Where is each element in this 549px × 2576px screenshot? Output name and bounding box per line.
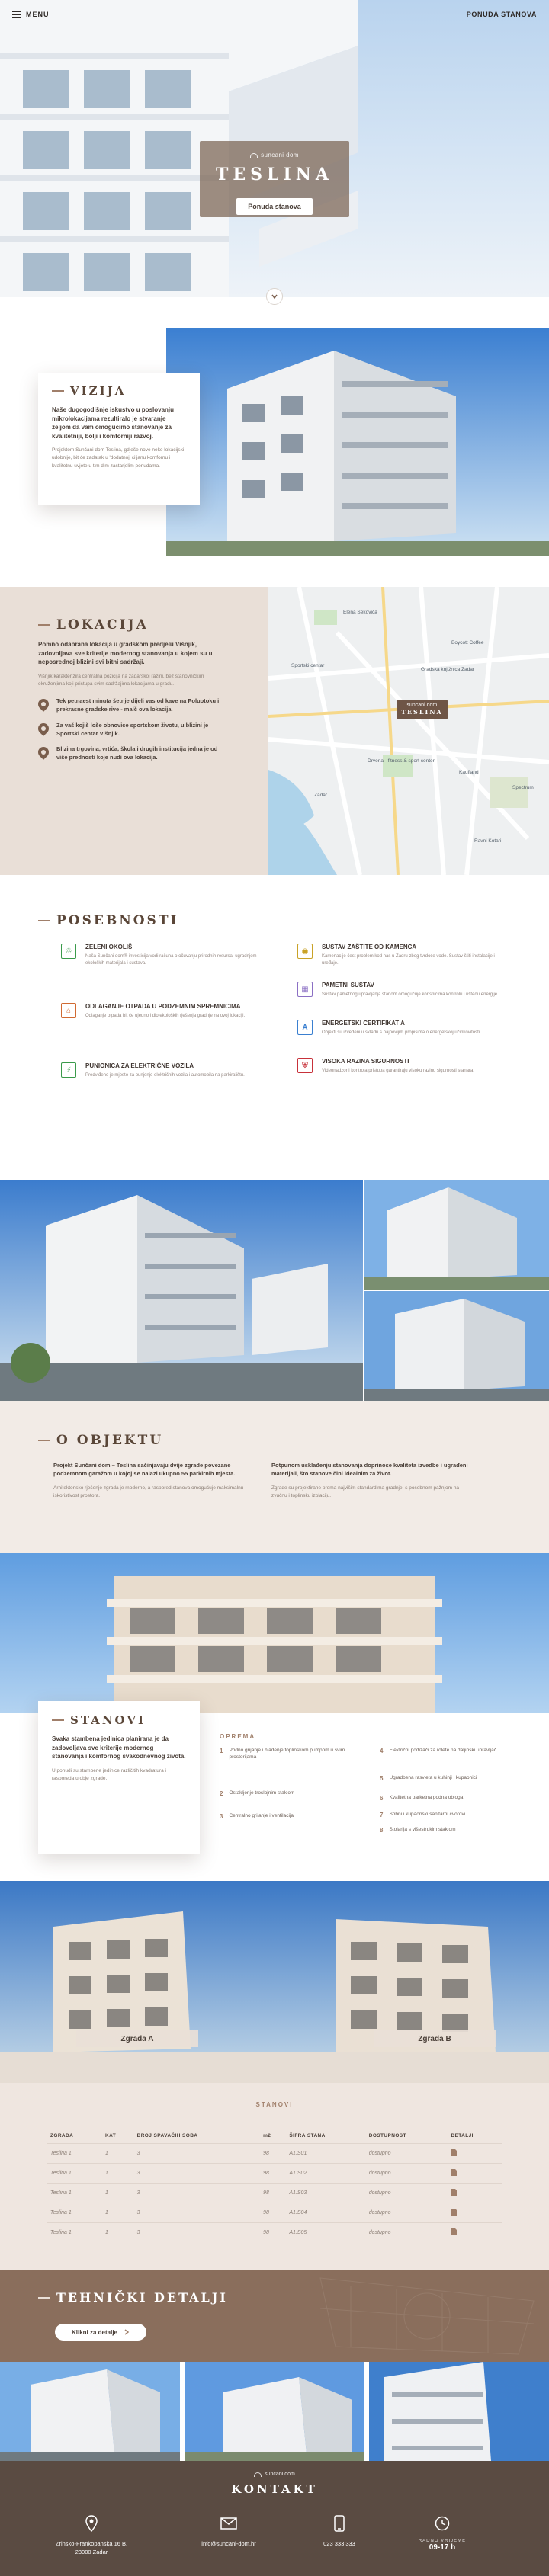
gallery-strip-image-3[interactable] — [369, 2362, 549, 2461]
title-dash — [52, 1719, 64, 1721]
oprema-text: Podno grijanje i hlađenje toplinskom pumpom u svim prostorijama — [229, 1748, 345, 1761]
posebnost-text — [85, 944, 267, 967]
lokacija-title — [38, 617, 221, 633]
arrow-right-icon — [124, 2329, 130, 2335]
oprema-item — [220, 1812, 357, 1821]
table-cell: 98 — [260, 2223, 286, 2243]
table-cell: Teslina 1 — [47, 2184, 102, 2203]
vizija-title-text: VIZIJA — [70, 384, 127, 398]
oprema-text: Stolarija s višestrukim staklom — [389, 1827, 456, 1832]
posebnost-title: PAMETNI SUSTAV — [322, 982, 374, 988]
oprema-title: OPREMA — [220, 1733, 256, 1740]
location-map[interactable] — [268, 587, 549, 875]
top-bar — [0, 8, 549, 26]
lokacija-title-text: LOKACIJA — [56, 617, 149, 633]
posebnost-desc: Predviđeno je mjesto za punjenje električnih vozila i automobila na parkiralištu. — [85, 1073, 245, 1078]
posebnosti-title — [38, 913, 178, 928]
table-cell: 3 — [134, 2203, 260, 2223]
map-label: Sportski centar — [291, 663, 325, 668]
title-dash — [38, 2297, 50, 2299]
lokacija-text — [38, 617, 221, 762]
posebnost-desc: Naša Sunčani dom® investicija vodi računa o očuvanju prirodnih resursa, ugradnjom ekoloških materijala i sustava. — [85, 954, 257, 966]
gallery-side-image-2[interactable] — [364, 1291, 549, 1401]
vizija-body: Projektom Sunčani dom Teslina, gdješe nove neke lokacijski udobnije, bit će zadatak u 'dodatnoj' ciljanu komfornu i kvalitetnu uvjete u tim dim zastarjelim ponudama. — [52, 447, 185, 469]
feature-icon: A — [297, 1020, 313, 1035]
vizija-lead: Naše dugogodišnje iskustvo u poslovanju mikrolokacijama rezultiralo je stvaranje željom da vam omogućimo stanovanje za kvalitetniji, bolji i komforniji razvoj. — [52, 406, 175, 440]
lokacija-feature-list — [38, 697, 221, 762]
oprema-item — [380, 1774, 517, 1783]
oprema-text: Centralno grijanje i ventilacija — [229, 1813, 294, 1818]
posebnost-text — [322, 1020, 481, 1036]
tehnicki-details-label: Klikni za detalje — [71, 2328, 118, 2336]
gallery-strip-image-1[interactable] — [0, 2362, 180, 2461]
table-row — [47, 2184, 502, 2203]
kontakt-hours-label: RADNO VRIJEME — [418, 2539, 467, 2543]
posebnost-desc: Objekti su izvedeni u skladu s najnovijim propisima o energetskoj učinkovitosti. — [322, 1030, 481, 1036]
table-cell: A1.S04 — [286, 2203, 365, 2223]
gallery-strip-image-2[interactable] — [185, 2362, 364, 2461]
oprema-text: Električni podizači za rolete na daljinski upravljač — [389, 1748, 496, 1753]
posebnost-item — [297, 1058, 503, 1075]
table-cell: dostupno — [366, 2203, 448, 2223]
lokacija-section — [0, 587, 549, 875]
posebnost-item — [297, 982, 503, 998]
feature-icon: ⚡ — [61, 1062, 76, 1078]
title-dash — [38, 624, 50, 626]
posebnost-text — [322, 982, 499, 998]
vizija-title — [52, 384, 186, 398]
kontakt-address-text: Zrinsko-Frankopanska 16 B, 23000 Zadar — [55, 2540, 128, 2555]
posebnost-title: ENERGETSKI CERTIFIKAT A — [322, 1020, 405, 1027]
menu-button[interactable] — [12, 11, 50, 18]
map-label: Boycott Coffee — [451, 640, 484, 646]
table-cell: A1.S03 — [286, 2184, 365, 2203]
oprema-item — [380, 1826, 517, 1835]
table-header-cell: ZGRADA — [50, 2133, 74, 2139]
table-row — [47, 2164, 502, 2184]
posebnost-item — [297, 1020, 503, 1036]
table-header-cell: KAT — [105, 2133, 117, 2139]
pdf-download-icon[interactable] — [448, 2144, 502, 2164]
table-header-cell: DOSTUPNOST — [368, 2133, 406, 2139]
oprema-text: Kvalitetna parketna podna obloga — [389, 1795, 464, 1800]
balcony-image-band — [0, 1553, 549, 1713]
posebnost-title: PUNIONICA ZA ELEKTRIČNE VOZILA — [85, 1062, 194, 1069]
pdf-download-icon[interactable] — [448, 2184, 502, 2203]
table-cell: 1 — [102, 2164, 134, 2184]
phone-icon — [330, 2514, 348, 2533]
pdf-download-icon[interactable] — [448, 2164, 502, 2184]
oprema-item — [220, 1747, 357, 1761]
map-label: Spectrum — [512, 785, 534, 790]
hero-brand-text: suncani dom — [261, 152, 299, 159]
lokacija-feature — [38, 722, 221, 739]
objekt-column-2 — [271, 1462, 471, 1500]
vizija-section — [0, 297, 549, 587]
objekt-col2-lead: Potpunom usklađenju stanovanja doprinose kvaliteta izvedbe i ugrađeni materijali, što stanove čini idealnim za život. — [271, 1462, 468, 1477]
table-header-cell: ŠIFRA STANA — [289, 2133, 326, 2139]
oprema-item — [220, 1789, 357, 1799]
posebnosti-title-text: POSEBNOSTI — [56, 913, 179, 928]
clock-icon — [433, 2514, 451, 2533]
lokacija-lead: Pomno odabrana lokacija u gradskom predjelu Višnjik, zadovoljava sve kriterije modernog stanovanja u kojem su u neposrednoj blizini svi bitni sadržaji. — [38, 641, 213, 666]
kontakt-email-text[interactable]: info@suncani-dom.hr — [201, 2540, 256, 2547]
stanovi-section — [0, 1713, 549, 1881]
zgrade-section — [0, 1881, 549, 2083]
posebnost-title: ODLAGANJE OTPADA U PODZEMNIM SPREMNICIMA — [85, 1003, 241, 1010]
oprema-item — [380, 1811, 517, 1820]
stanovi-lead: Svaka stambena jedinica planirana je da zadovoljava sve kriterije modernog stanovanja i komfornog svakodnevnog života. — [52, 1735, 186, 1761]
posebnosti-section — [0, 875, 549, 1180]
posebnost-text — [322, 944, 503, 967]
table-header-row — [47, 2129, 502, 2144]
table-cell: dostupno — [366, 2184, 448, 2203]
posebnost-text — [322, 1058, 474, 1075]
title-dash — [52, 390, 64, 392]
map-label: Elena Sekovića — [343, 610, 377, 615]
oprema-item — [380, 1794, 517, 1803]
objekt-title — [38, 1433, 163, 1448]
sun-logo-icon — [254, 2472, 262, 2477]
lokacija-feature — [38, 697, 221, 714]
posebnost-item — [61, 1003, 267, 1020]
posebnost-title: ZELENI OKOLIŠ — [85, 944, 133, 950]
location-pin-icon — [36, 697, 51, 712]
posebnost-title: SUSTAV ZAŠTITE OD KAMENCA — [322, 944, 417, 950]
table-cell: dostupno — [366, 2144, 448, 2164]
kontakt-address — [23, 2514, 160, 2557]
vizija-building-image — [166, 328, 549, 556]
feature-icon: ▦ — [297, 982, 313, 997]
kontakt-hours — [374, 2514, 511, 2552]
table-cell: Teslina 1 — [47, 2144, 102, 2164]
pdf-download-icon[interactable] — [448, 2203, 502, 2223]
hero-brand-logo — [200, 152, 349, 159]
hero-cta-button[interactable]: Ponuda stanova — [236, 198, 313, 215]
objekt-col2-body: Zgrade su projektirane prema najvišim standardima gradnje, s posebnom pažnjom na zvučnu i toplinsku izolaciju. — [271, 1485, 460, 1498]
objekt-col1-lead: Projekt Sunčani dom – Teslina sačinjavaju dvije zgrade povezane podzemnom garažom u kojoj se nalazi ukupno 55 parkirnih mjesta. — [53, 1462, 236, 1477]
oprema-number: 7 — [380, 1812, 384, 1818]
stanovi-title-text: STANOVI — [70, 1713, 146, 1727]
oprema-number: 3 — [220, 1813, 223, 1820]
map-label: Ravni Kotari — [474, 838, 502, 844]
table-header-cell: DETALJI — [451, 2133, 474, 2139]
location-pin-icon — [36, 745, 51, 761]
table-cell: 98 — [260, 2203, 286, 2223]
gallery-main-image[interactable] — [0, 1180, 363, 1401]
menu-label: MENU — [26, 11, 50, 18]
map-label: Drvena - fitness & sport center — [368, 758, 435, 764]
oprema-number: 8 — [380, 1827, 384, 1834]
posebnost-title: VISOKA RAZINA SIGURNOSTI — [322, 1058, 409, 1065]
table-cell: 3 — [134, 2223, 260, 2243]
table-cell: 1 — [102, 2184, 134, 2203]
tehnicki-title — [38, 2290, 228, 2305]
scroll-down-button[interactable] — [266, 288, 283, 305]
apartments-table — [47, 2129, 502, 2242]
lokacija-feature — [38, 745, 221, 762]
feature-icon: ⛨ — [297, 1058, 313, 1073]
table-cell: 1 — [102, 2144, 134, 2164]
table-cell: 98 — [260, 2164, 286, 2184]
posebnost-item — [61, 1062, 267, 1079]
oprema-number: 1 — [220, 1748, 223, 1754]
table-cell: 3 — [134, 2144, 260, 2164]
map-streets — [268, 587, 549, 875]
objekt-column-1 — [53, 1462, 253, 1500]
oprema-item — [380, 1747, 517, 1756]
pdf-download-icon[interactable] — [448, 2223, 502, 2243]
kontakt-title: KONTAKT — [231, 2482, 318, 2496]
table-header-cell: BROJ SPAVAĆIH SOBA — [136, 2133, 198, 2139]
gallery-section — [0, 1180, 549, 1401]
oprema-number: 2 — [220, 1790, 223, 1797]
hero-title: TESLINA — [216, 165, 333, 184]
location-pin-icon — [36, 721, 51, 736]
table-cell: 98 — [260, 2144, 286, 2164]
hero-card — [200, 141, 349, 217]
oprema-number: 4 — [380, 1748, 384, 1754]
table-cell: 1 — [102, 2223, 134, 2243]
apartments-table-section — [0, 2083, 549, 2270]
table-cell: A1.S02 — [286, 2164, 365, 2184]
balcony-facade-image — [0, 1553, 549, 1713]
oprema-text: Ostakljenje troslojnim staklom — [229, 1790, 295, 1796]
map-label: Zadar — [314, 793, 327, 798]
apartments-table-title: STANOVI — [255, 2101, 294, 2108]
posebnost-desc: Kamenac je čest problem kod nas u Zadru zbog tvrdoće vode. Sustav štiti instalacije i uređaje. — [322, 954, 495, 966]
gallery-side-image-1[interactable] — [364, 1180, 549, 1290]
map-label: Kaufland — [459, 770, 479, 775]
feature-icon: ♲ — [61, 944, 76, 959]
feature-icon: ◉ — [297, 944, 313, 959]
objekt-section — [0, 1401, 549, 1553]
posebnost-desc: Odlaganje otpada bit će ujedno i dio ekoloških rješenja gradnje na ovoj lokaciji. — [85, 1014, 246, 1019]
kontakt-hours-value: 09-17 h — [429, 2543, 456, 2552]
table-cell: 1 — [102, 2203, 134, 2223]
table-body — [47, 2144, 502, 2243]
lokacija-feature-text: Blizina trgovina, vrtića, škola i drugih institucija jedna je od više prednosti koje nudi ova lokacija. — [56, 745, 218, 761]
vizija-card — [38, 373, 200, 505]
table-header-cell: m2 — [263, 2133, 271, 2139]
hero-section — [0, 0, 549, 297]
table-cell: Teslina 1 — [47, 2203, 102, 2223]
table-row — [47, 2144, 502, 2164]
title-dash — [38, 1440, 50, 1441]
hamburger-icon — [12, 11, 21, 18]
oprema-number: 6 — [380, 1795, 384, 1802]
kontakt-section — [0, 2461, 549, 2576]
table-cell: Teslina 1 — [47, 2223, 102, 2243]
objekt-col1-body: Arhitektonsko rješenje zgrada je moderno, a raspored stanova omogućuje maksimalnu iskoristivost prostora. — [53, 1485, 244, 1498]
table-cell: dostupno — [366, 2223, 448, 2243]
table-row — [47, 2223, 502, 2243]
tehnicki-blueprint-pattern — [0, 2270, 549, 2362]
oprema-number: 5 — [380, 1775, 384, 1782]
posebnost-desc: Sustav pametnog upravljanja stanom omogućuje korisnicima kontrolu i uštedu energije. — [322, 992, 499, 998]
offer-link[interactable]: PONUDA STANOVA — [466, 11, 537, 18]
tehnicki-title-text: TEHNIČKI DETALJI — [56, 2290, 228, 2305]
table-cell: 3 — [134, 2184, 260, 2203]
map-label: Gradska knjižnica Zadar — [421, 667, 475, 672]
building-b-label[interactable]: Zgrada B — [374, 2030, 496, 2047]
oprema-text: Sobni i kupaonski sanitarni čvorovi — [389, 1812, 466, 1817]
location-pin-icon — [82, 2514, 101, 2533]
posebnost-desc: Videonadzor i kontrola pristupa garantiraju visoku razinu sigurnosti stanara. — [322, 1069, 475, 1074]
table-cell: A1.S01 — [286, 2144, 365, 2164]
buildings-image — [0, 1881, 549, 2083]
map-marker-brand: suncani dom — [406, 703, 438, 708]
kontakt-phone-text[interactable]: 023 333 333 — [323, 2540, 355, 2547]
tehnicki-section — [0, 2270, 549, 2362]
posebnost-text — [85, 1003, 245, 1020]
posebnost-text — [85, 1062, 245, 1079]
kontakt-brand-text: suncani dom — [265, 2472, 295, 2477]
stanovi-body: U ponudi su stambene jedinice različitih kvadratura i rasporeda u obje zgrade. — [52, 1767, 166, 1781]
gallery-strip — [0, 2362, 549, 2461]
table-cell: A1.S05 — [286, 2223, 365, 2243]
stanovi-card — [38, 1701, 200, 1854]
lokacija-feature-text: Tek petnaest minuta šetnje dijeli vas od kave na Poluotoku i prekrasne gradske rive - malč ova lokacija. — [56, 697, 220, 713]
title-dash — [38, 920, 50, 921]
map-marker-title: TESLINA — [401, 708, 443, 716]
lokacija-body: Višnjik karakterizira centralna pozicija na zadarskoj razini, bez stanovničkim okruženjima koji pristupa svim sadržajima lokacijama u gradu. — [38, 673, 204, 687]
table-row — [47, 2203, 502, 2223]
table-cell: Teslina 1 — [47, 2164, 102, 2184]
feature-icon: ⌂ — [61, 1003, 76, 1018]
chevron-down-icon — [271, 293, 278, 300]
table-cell: 98 — [260, 2184, 286, 2203]
objekt-title-text: O OBJEKTU — [56, 1433, 164, 1448]
mail-icon — [220, 2514, 238, 2533]
posebnost-item — [297, 944, 503, 967]
posebnost-item — [61, 944, 267, 967]
lokacija-feature-text: Za vaš kojiš loše obnovice sportskom životu, u blizini je Sportski centar Višnjik. — [56, 721, 209, 737]
stanovi-title — [52, 1713, 186, 1727]
table-cell: dostupno — [366, 2164, 448, 2184]
kontakt-brand-logo — [0, 2472, 549, 2477]
tehnicki-details-button[interactable] — [55, 2324, 146, 2341]
sun-logo-icon — [250, 153, 258, 158]
map-marker[interactable] — [396, 700, 448, 719]
oprema-text: Ugradbena rasvjeta u kuhinji i kupaonici — [389, 1775, 477, 1780]
table-cell: 3 — [134, 2164, 260, 2184]
building-a-label[interactable]: Zgrada A — [76, 2030, 198, 2047]
